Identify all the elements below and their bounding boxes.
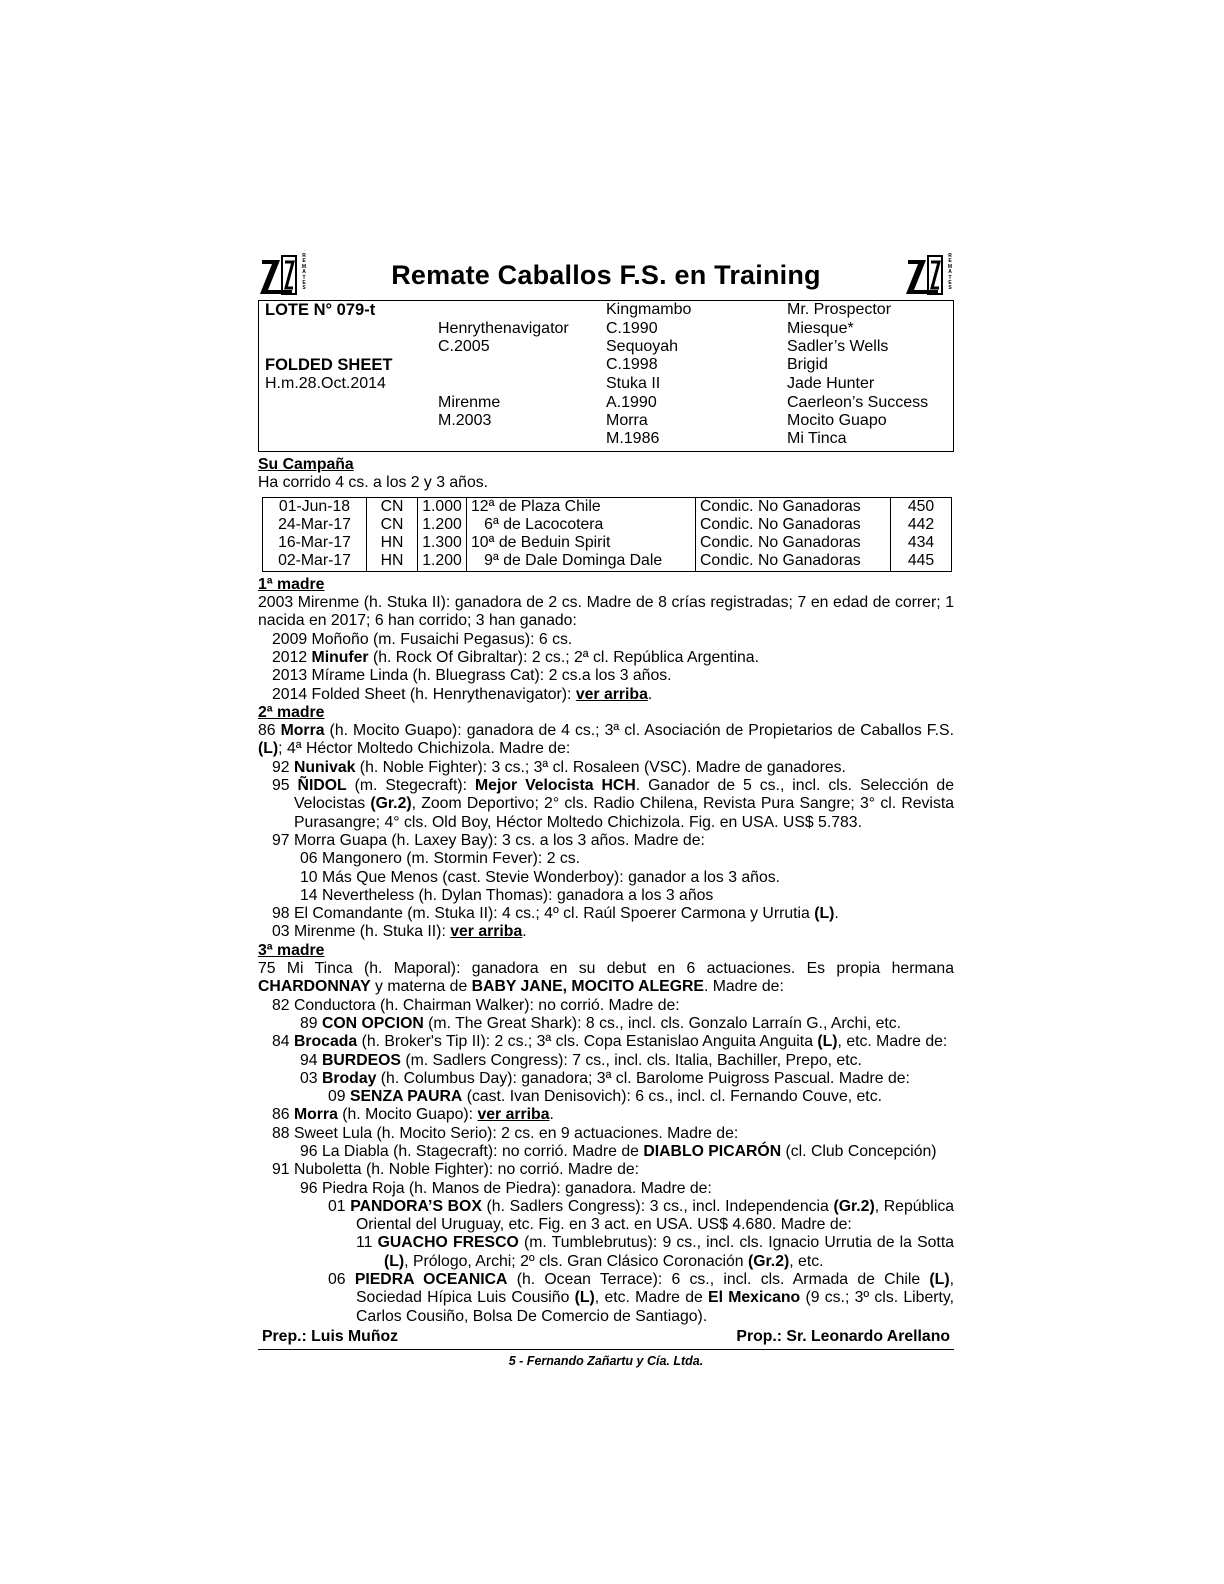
race-winner: de Plaza Chile — [498, 497, 601, 515]
produce-line: 03 Broday (h. Columbus Day): ganadora; 3ª cl. Barolome Puigross Pascual. Madre de: — [300, 1069, 910, 1087]
race-weight: 445 — [891, 552, 952, 571]
logo-text: R E M A T E S — [947, 253, 953, 292]
race-track: CN — [367, 516, 418, 534]
page-number: 5 - Fernando Zañartu y Cía. Ltda. — [508, 1353, 704, 1368]
page-header — [258, 252, 954, 300]
pedigree-box — [258, 300, 954, 452]
owner: Prop.: Sr. Leonardo Arellano — [736, 1327, 950, 1345]
produce-line: 2013 Mírame Linda (h. Bluegrass Cat): 2 cs.a los 3 años. — [272, 667, 672, 685]
great-grandparent: Sadler’s Wells — [787, 338, 889, 355]
section-heading: 3ª madre — [258, 941, 325, 959]
great-grandparent: Brigid — [787, 356, 828, 373]
produce-line: 82 Conductora (h. Chairman Walker): no corrió. Madre de: — [272, 996, 680, 1014]
great-grandparent: Mocito Guapo — [787, 412, 887, 429]
produce-line: 92 Nunivak (h. Noble Fighter): 3 cs.; 3ª cl. Rosaleen (VSC). Madre de ganadores. — [272, 758, 846, 776]
grandsire-1: Kingmambo — [606, 301, 692, 318]
great-grandparent: Jade Hunter — [787, 375, 875, 392]
section-heading: Su Campaña — [258, 456, 354, 473]
produce-line: 97 Morra Guapa (h. Laxey Bay): 3 cs. a los 3 años. Madre de: — [272, 831, 705, 849]
produce-line: 2012 Minufer (h. Rock Of Gibraltar): 2 cs.; 2ª cl. República Argentina. — [272, 648, 759, 666]
grandsire-1-year: C.1990 — [606, 320, 658, 337]
produce-line: 2009 Moñoño (m. Fusaichi Pegasus): 6 cs. — [272, 630, 573, 648]
produce-line: 88 Sweet Lula (h. Mocito Serio): 2 cs. en 9 actuaciones. Madre de: — [272, 1124, 739, 1142]
table-row — [263, 534, 952, 552]
race-distance: 1.200 — [418, 552, 467, 571]
produce-line: 96 Piedra Roja (h. Manos de Piedra): ganadora. Madre de: — [300, 1179, 712, 1197]
paragraph: 86 Morra (h. Mocito Guapo): ganadora de 4 cs.; 3ª cl. Asociación de Propietarios de Caballos F.S. (L); 4ª Héctor Moltedo Chichizola. Madre de: — [258, 722, 954, 758]
sire-name: Henrythenavigator — [438, 320, 569, 337]
race-winner: de Dale Dominga Dale — [503, 552, 663, 570]
table-row — [263, 497, 952, 516]
granddam-1: Sequoyah — [606, 338, 679, 355]
race-weight: 434 — [891, 534, 952, 552]
race-result — [467, 552, 696, 571]
produce-line: 84 Brocada (h. Broker's Tip II): 2 cs.; 3ª cls. Copa Estanislao Anguita Anguita (L), etc. Madre de: — [272, 1033, 948, 1051]
produce-line: 01 PANDORA’S BOX (h. Sadlers Congress): 3 cs., incl. Independencia (Gr.2), República Oriental del Uruguay, etc. Fig. en 3 act. en USA. US$ 4.680. Madre de: — [328, 1197, 955, 1234]
produce-line: 96 La Diabla (h. Stagecraft): no corrió. Madre de DIABLO PICARÓN (cl. Club Concepción) — [300, 1142, 937, 1160]
table-row — [263, 516, 952, 534]
race-condition: Condic. No Ganadoras — [696, 534, 891, 552]
granddam-2-year: M.1986 — [606, 430, 660, 447]
campaign-summary: Ha corrido 4 cs. a los 2 y 3 años. — [258, 474, 489, 492]
section-heading: 1ª madre — [258, 575, 325, 593]
produce-line: 06 Mangonero (m. Stormin Fever): 2 cs. — [300, 850, 581, 868]
race-weight: 442 — [891, 516, 952, 534]
third-dam-section — [258, 942, 954, 1326]
race-place: 6ª — [484, 515, 499, 533]
race-distance: 1.200 — [418, 516, 467, 534]
produce-line: 95 ÑIDOL (m. Stegecraft): Mejor Velocista HCH. Ganador de 5 cs., incl. cls. Selección de Velocistas (Gr.2), Zoom Deportivo; 2° cls. Radio Chilena, Revista Pura Sangre; 3° cl. Revista Purasangre; 4° cls. Old Boy, Héctor Moltedo Chichizola. Fig. en USA. US$ 5.783. — [272, 777, 955, 831]
produce-line: 86 Morra (h. Mocito Guapo): ver arriba. — [272, 1106, 554, 1124]
race-date: 16-Mar-17 — [263, 534, 367, 552]
race-place: 9ª — [484, 552, 499, 570]
produce-line: 10 Más Que Menos (cast. Stevie Wonderboy): ganador a los 3 años. — [300, 868, 781, 886]
race-result — [467, 534, 696, 552]
race-distance: 1.000 — [418, 497, 467, 516]
produce-line: 06 PIEDRA OCEANICA (h. Ocean Terrace): 6 cs., incl. cls. Armada de Chile (L), Sociedad Hípica Luis Cousiño (L), etc. Madre de El Mexicano (9 cs.; 3º cls. Liberty, Carlos Cousiño, Bolsa De Comercio de Santiago). — [328, 1271, 954, 1325]
grandsire-2-year: A.1990 — [606, 394, 657, 411]
lote-number: LOTE N° 079-t — [265, 301, 376, 319]
granddam-1-year: C.1998 — [606, 356, 658, 373]
great-grandparent: Caerleon’s Success — [787, 394, 929, 411]
race-result — [467, 497, 696, 516]
produce-line: 03 Mirenme (h. Stuka II): ver arriba. — [272, 923, 527, 941]
race-condition: Condic. No Ganadoras — [696, 497, 891, 516]
race-date: 24-Mar-17 — [263, 516, 367, 534]
campaign-section — [258, 456, 954, 493]
race-winner: de Beduin Spirit — [498, 534, 611, 552]
horse-description: H.m.28.Oct.2014 — [265, 375, 386, 392]
great-grandparent: Mi Tinca — [787, 430, 847, 447]
table-row — [263, 552, 952, 571]
granddam-2: Morra — [606, 412, 648, 429]
paragraph: 75 Mi Tinca (h. Maporal): ganadora en su debut en 6 actuaciones. Es propia hermana CHARDONNAY y materna de BABY JANE, MOCITO ALEGRE. Madre de: — [258, 960, 954, 996]
section-heading: 2ª madre — [258, 703, 325, 721]
race-place: 12ª — [471, 497, 495, 515]
dam-year: M.2003 — [438, 412, 492, 429]
produce-line: 91 Nuboletta (h. Noble Fighter): no corrió. Madre de: — [272, 1161, 640, 1179]
logo-text: R E M A T E S — [301, 253, 307, 292]
first-dam-section — [258, 576, 954, 704]
paragraph: 2003 Mirenme (h. Stuka II): ganadora de 2 cs. Madre de 8 crías registradas; 7 en edad de correr; 1 nacida en 2017; 6 han corrido; 3 han ganado: — [258, 594, 954, 630]
second-dam-section — [258, 704, 954, 942]
race-condition: Condic. No Ganadoras — [696, 552, 891, 571]
race-track: HN — [367, 552, 418, 571]
race-distance: 1.300 — [418, 534, 467, 552]
race-track: CN — [367, 497, 418, 516]
produce-line: 94 BURDEOS (m. Sadlers Congress): 7 cs., incl. cls. Italia, Bachiller, Prepo, etc. — [300, 1051, 862, 1069]
horse-name: FOLDED SHEET — [265, 356, 393, 374]
race-place: 10ª — [471, 534, 495, 552]
produce-line: 14 Nevertheless (h. Dylan Thomas): ganadora a los 3 años — [300, 886, 714, 904]
race-track: HN — [367, 534, 418, 552]
dam-name: Mirenme — [438, 394, 501, 411]
trainer: Prep.: Luis Muñoz — [262, 1327, 399, 1345]
race-winner: de Lacocotera — [503, 515, 604, 533]
great-grandparent: Miesque* — [787, 320, 854, 337]
produce-line: 09 SENZA PAURA (cast. Ivan Denisovich): 6 cs., incl. cl. Fernando Couve, etc. — [328, 1088, 882, 1106]
race-date: 01-Jun-18 — [263, 497, 367, 516]
great-grandparent: Mr. Prospector — [787, 301, 892, 318]
remates-logo-right — [904, 254, 954, 296]
page-footer — [258, 1328, 954, 1350]
produce-line: 98 El Comandante (m. Stuka II): 4 cs.; 4º cl. Raúl Spoerer Carmona y Urrutia (L). — [272, 905, 839, 923]
race-weight: 450 — [891, 497, 952, 516]
sire-year: C.2005 — [438, 338, 490, 355]
race-date: 02-Mar-17 — [263, 552, 367, 571]
race-result — [467, 516, 696, 534]
produce-line: 89 CON OPCION (m. The Great Shark): 8 cs., incl. cls. Gonzalo Larraín G., Archi, etc. — [300, 1014, 902, 1032]
produce-line: 2014 Folded Sheet (h. Henrythenavigator): ver arriba. — [272, 685, 653, 703]
grandsire-2: Stuka II — [606, 375, 661, 392]
race-condition: Condic. No Ganadoras — [696, 516, 891, 534]
catalog-page — [258, 252, 954, 1368]
produce-line: 11 GUACHO FRESCO (m. Tumblebrutus): 9 cs., incl. cls. Ignacio Urrutia de la Sotta (L), Prólogo, Archi; 2º cls. Gran Clásico Coronación (Gr.2), etc. — [356, 1234, 954, 1270]
race-table — [262, 497, 952, 572]
page-title: Remate Caballos F.S. en Training — [391, 260, 821, 290]
